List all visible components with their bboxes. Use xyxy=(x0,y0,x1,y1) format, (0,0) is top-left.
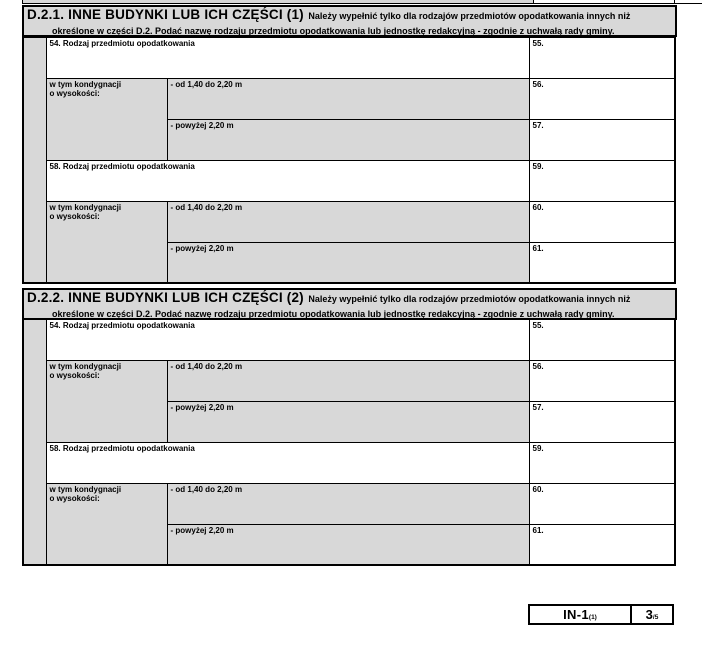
section-header-d22 xyxy=(22,288,677,320)
side-label-line1: w tym kondygnacji xyxy=(49,79,122,89)
field-58-rodzaj-przedmiotu[interactable]: 58. Rodzaj przedmiotu opodatkowania xyxy=(46,442,529,483)
label-powyzej-220: - powyżej 2,20 m xyxy=(167,401,529,442)
label-powyzej-220: - powyżej 2,20 m xyxy=(167,119,529,160)
previous-table-gray-cell xyxy=(23,0,534,3)
side-label-line1: w tym kondygnacji xyxy=(49,484,122,494)
label-od-140-do-220: - od 1,40 do 2,20 m xyxy=(167,360,529,401)
field-59[interactable]: 59. xyxy=(529,160,675,201)
field-54-rodzaj-przedmiotu[interactable]: 54. Rodzaj przedmiotu opodatkowania xyxy=(46,37,529,78)
table-row xyxy=(23,37,675,78)
page-number-cell xyxy=(632,606,672,623)
field-58-rodzaj-przedmiotu[interactable]: 58. Rodzaj przedmiotu opodatkowania xyxy=(46,160,529,201)
section-note-line1: Należy wypełnić tylko dla rodzajów przedmiotów opodatkowania innych niż xyxy=(308,11,631,21)
field-61[interactable]: 61. xyxy=(529,524,675,565)
table-row xyxy=(23,160,675,201)
table-row xyxy=(23,360,675,401)
label-od-140-do-220: - od 1,40 do 2,20 m xyxy=(167,201,529,242)
table-d21 xyxy=(22,36,676,284)
section-note-line2: określone w części D.2. Podać nazwę rodzaju przedmiotu opodatkowania lub jednostkę redakcyjną - zgodnie z uchwałą rady gminy. xyxy=(52,309,615,319)
page-total: /5 xyxy=(652,614,659,621)
side-label-line2: o wysokości: xyxy=(49,212,100,222)
label-od-140-do-220: - od 1,40 do 2,20 m xyxy=(167,78,529,119)
page-number: 3 xyxy=(645,607,653,622)
label-w-tym-kondygnacji xyxy=(46,201,167,283)
label-w-tym-kondygnacji xyxy=(46,360,167,442)
field-57[interactable]: 57. xyxy=(529,119,675,160)
form-code-cell xyxy=(530,606,632,623)
field-60[interactable]: 60. xyxy=(529,483,675,524)
table-row xyxy=(23,483,675,524)
table-row xyxy=(23,201,675,242)
section-header-d21 xyxy=(22,5,677,37)
field-55[interactable]: 55. xyxy=(529,37,675,78)
field-57[interactable]: 57. xyxy=(529,401,675,442)
section-note-line2: określone w części D.2. Podać nazwę rodzaju przedmiotu opodatkowania lub jednostkę redakcyjną - zgodnie z uchwałą rady gminy. xyxy=(52,26,615,36)
margin-strip-cell xyxy=(23,37,46,283)
form-code-index: (1) xyxy=(588,614,597,621)
margin-strip-cell xyxy=(23,319,46,565)
field-55[interactable]: 55. xyxy=(529,319,675,360)
previous-table-white-cell xyxy=(534,0,675,3)
label-powyzej-220: - powyżej 2,20 m xyxy=(167,524,529,565)
table-row xyxy=(23,319,675,360)
section-note-line1: Należy wypełnić tylko dla rodzajów przedmiotów opodatkowania innych niż xyxy=(308,294,631,304)
section-title: D.2.2. INNE BUDYNKI LUB ICH CZĘŚCI (2) xyxy=(27,290,304,305)
field-61[interactable]: 61. xyxy=(529,242,675,283)
field-54-rodzaj-przedmiotu[interactable]: 54. Rodzaj przedmiotu opodatkowania xyxy=(46,319,529,360)
side-label-line2: o wysokości: xyxy=(49,89,100,99)
label-w-tym-kondygnacji xyxy=(46,483,167,565)
side-label-line2: o wysokości: xyxy=(49,494,100,504)
table-d22 xyxy=(22,318,676,566)
field-59[interactable]: 59. xyxy=(529,442,675,483)
previous-table-right-margin xyxy=(675,0,702,3)
field-56[interactable]: 56. xyxy=(529,78,675,119)
side-label-line2: o wysokości: xyxy=(49,371,100,381)
previous-table-bottom-edge xyxy=(22,0,702,4)
section-title: D.2.1. INNE BUDYNKI LUB ICH CZĘŚCI (1) xyxy=(27,7,304,22)
label-powyzej-220: - powyżej 2,20 m xyxy=(167,242,529,283)
field-56[interactable]: 56. xyxy=(529,360,675,401)
label-w-tym-kondygnacji xyxy=(46,78,167,160)
table-row xyxy=(23,78,675,119)
form-code: IN-1 xyxy=(563,607,589,622)
field-60[interactable]: 60. xyxy=(529,201,675,242)
side-label-line1: w tym kondygnacji xyxy=(49,202,122,212)
label-od-140-do-220: - od 1,40 do 2,20 m xyxy=(167,483,529,524)
side-label-line1: w tym kondygnacji xyxy=(49,361,122,371)
footer-form-box xyxy=(528,604,674,625)
table-row xyxy=(23,442,675,483)
